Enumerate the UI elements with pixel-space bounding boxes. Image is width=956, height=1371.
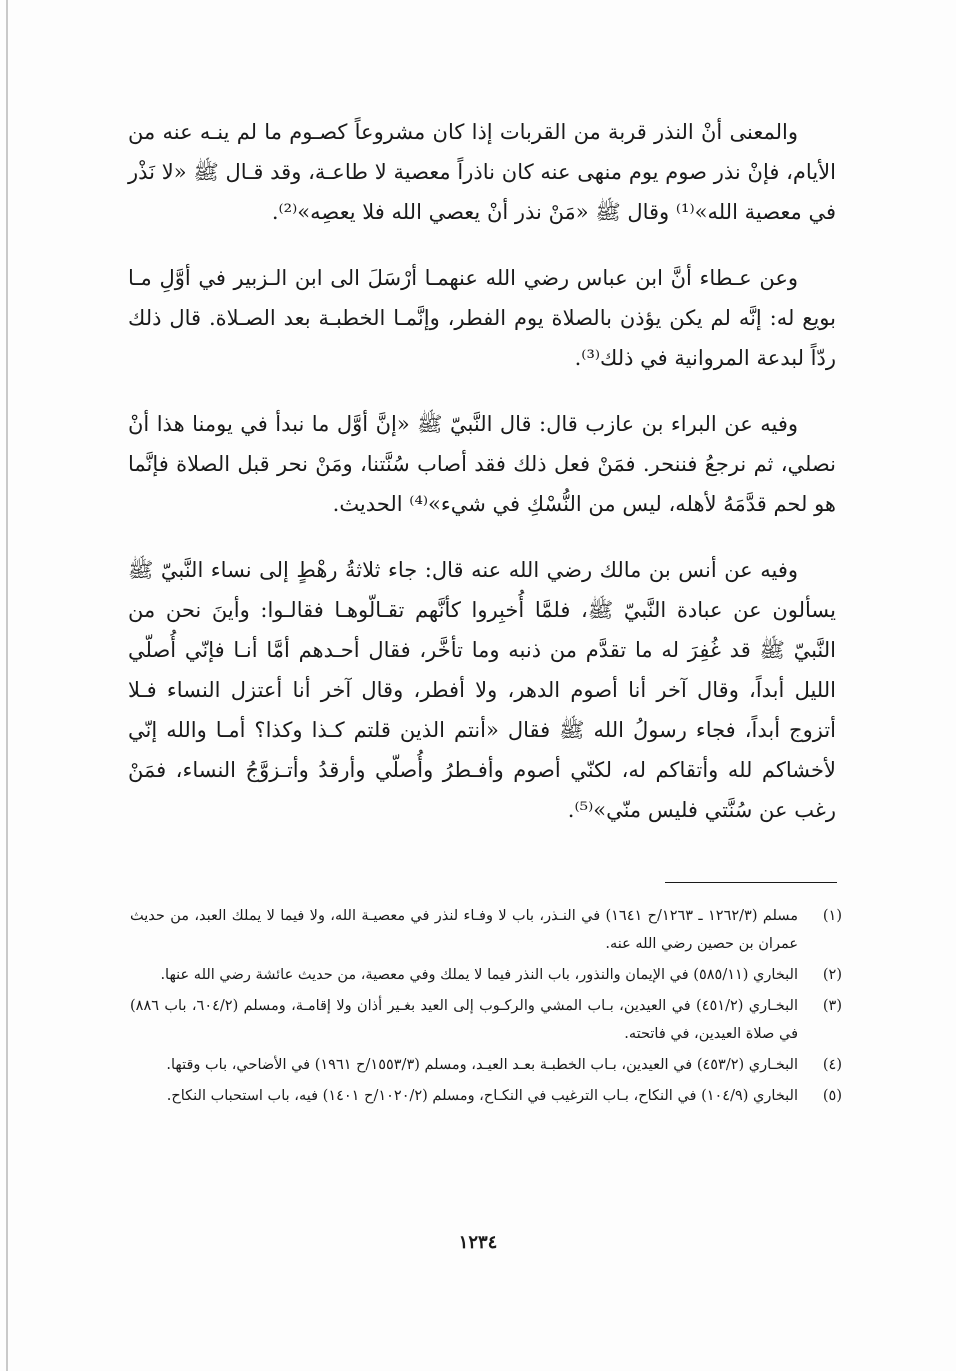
footnote-text: مسلم (١٢٦٢/٣ ـ ١٢٦٣/ح ١٦٤١) في النـذر، باب لا وفـاء لنذر في معصيـة الله، ولا فيما لا يملك العبد، من حديث عمران بن حصين رضي الله عنه. [130, 908, 799, 952]
footnote-separator [665, 882, 837, 883]
paragraph-3: وفيه عن البراء بن عازب قال: قال النَّبيّ ﷺ «إنَّ أوَّل ما نبدأ في يومنا هذا أنْ نصلي، ثم نرجعُ فننحر. فمَنْ فعل ذلك فقد أصاب سُنَّتنا، ومَنْ نحر قبل الصلاة فإنَّما هو لحم قدَّمَهُ لأهله، ليس من النُّسْكِ في شيء»⁽⁴⁾ الحديث. [128, 412, 836, 516]
footnote-number: (٣) [822, 998, 842, 1014]
footnote-text: البخـاري (٤٥١/٢) في العيدين، بـاب المشي والركـوب إلى العيد بغـير أذان ولا إقامـة، ومسلم (٦٠٤/٢، باب ٨٨٦) في صلاة العيدين، في فاتحته. [130, 998, 798, 1042]
footnote-text: البخاري (١٠٤/٩) في النكاح، بـاب الترغيب في النكـاح، ومسلم (١٠٢٠/٢/ح ١٤٠١) فيه، باب استحباب النكاح. [166, 1088, 798, 1104]
footnote-1 [130, 902, 842, 958]
footnote-number: (١) [822, 908, 842, 924]
page-number: ١٢٣٤ [458, 1232, 498, 1253]
footnote-4 [130, 1051, 842, 1079]
footnote-number: (٤) [822, 1057, 842, 1073]
paragraph-2: وعن عـطاء أنَّ ابن عباس رضي الله عنهمـا أرْسَلَ الى ابن الـزبير في أوَّلِ مـا بويع له: إنَّه لم يكن يؤذن بالصلاة يوم الفطر، وإنَّمـا الخطبـة بعد الصـلاة. قال ذلك ردّاً لبدعة المروانية في ذلك⁽³⁾. [128, 266, 836, 370]
footnote-5 [130, 1082, 842, 1110]
scan-edge-shadow [6, 0, 8, 1371]
footnote-3 [130, 992, 842, 1048]
footnotes [130, 902, 842, 1113]
footnote-2 [130, 961, 842, 989]
footnote-text: البخاري (٥٨٥/١١) في الإيمان والنذور، باب النذر فيما لا يملك وفي معصية، من حديث عائشة رضي الله عنها. [160, 967, 798, 983]
footnote-text: البخـاري (٤٥٣/٢) في العيدين، بـاب الخطبـة بعـد العيـد، ومسلم (١٥٥٣/٣/ح ١٩٦١) في الأضاحي، باب وقتها. [166, 1057, 798, 1073]
paragraph-4: وفيه عن أنس بن مالك رضي الله عنه قال: جاء ثلاثةُ رهْطٍ إلى نساء النَّبيّ ﷺ يسألون عن عبادة النَّبيّ ﷺ، فلمَّا أُخبِروا كأنَّهم تقـالّوهـا فقالـوا: وأينَ نحن من النَّبيّ ﷺ قد غُفِرَ له ما تقدَّم من ذنبه وما تأخَّر، فقال أحـدهم أمَّا أنـا فإنّي أُصلّي الليل أبداً، وقال آخر أنا أصوم الدهر، ولا أفطر، وقال آخر أنا أعتزل النساء فـلا أتزوج أبداً، فجاء رسولُ الله ﷺ فقال «أنتم الذين قلتم كـذا وكذا؟ أمـا والله إنّي لأخشاكم لله وأتقاكم له، لكنّي أصوم وأفـطرُ وأُصلّي وأرقدُ وأتـزوَّجُ النساء، فمَنْ رغب عن سُنَّتي فليس منّي»⁽⁵⁾. [128, 558, 836, 822]
paragraph-1: والمعنى أنْ النذر قربة من القربات إذا كان مشروعاً كصـوم ما لم ينـه عنه من الأيام، فإنْ نذر صوم يوم منهى عنه كان ناذراً معصية لا طاعـة، وقد قـال ﷺ «لا نَذْر في معصية الله»⁽¹⁾ وقال ﷺ «مَنْ نذر أنْ يعصي الله فلا يعصِه»⁽²⁾. [128, 120, 836, 224]
footnote-number: (٢) [822, 967, 842, 983]
footnote-number: (٥) [822, 1088, 842, 1104]
main-text [128, 112, 836, 856]
